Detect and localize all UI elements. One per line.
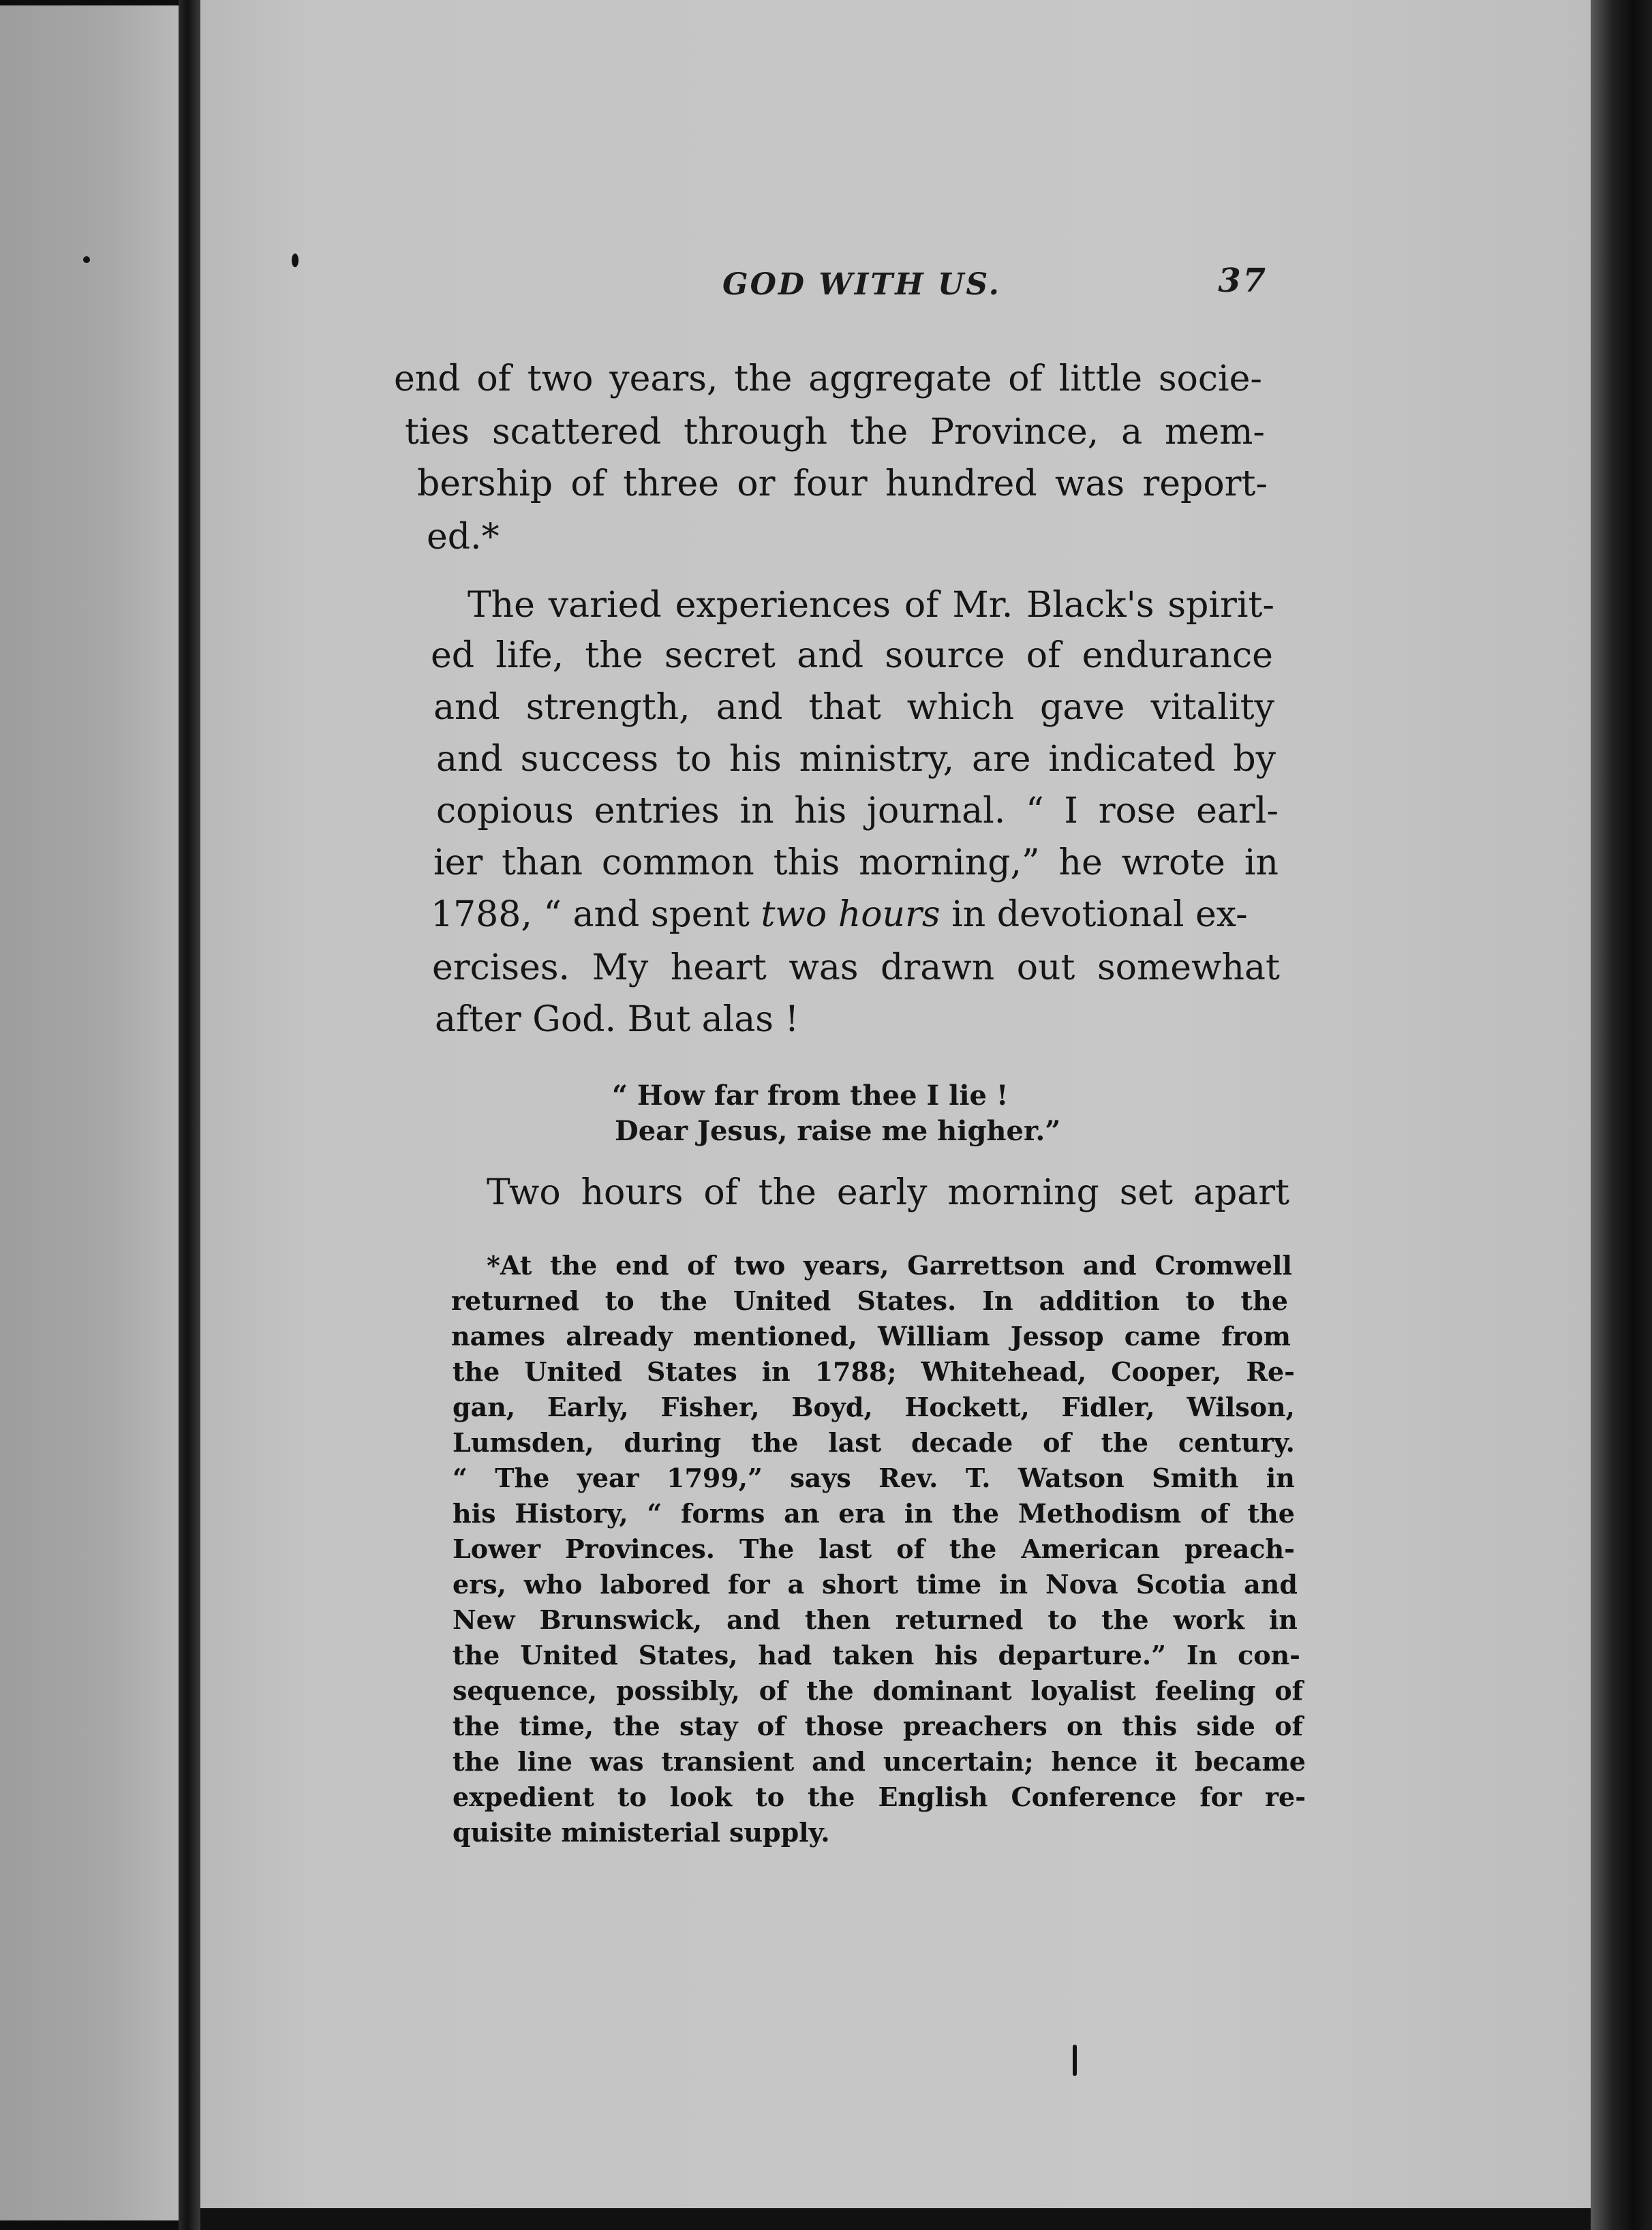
footnote-line: the United States, had taken his departure.” In con- bbox=[453, 1640, 1300, 1670]
left-page bbox=[0, 5, 179, 2220]
footnote-line: returned to the United States. In addition to the bbox=[451, 1285, 1288, 1316]
footnote-line: ers, who labored for a short time in Nova Scotia and bbox=[453, 1569, 1298, 1600]
body-line: and strength, and that which gave vitality bbox=[433, 687, 1274, 728]
body-line: ties scattered through the Province, a mem- bbox=[405, 412, 1265, 453]
ink-speck bbox=[1073, 2045, 1077, 2076]
footnote-line: the United States in 1788; Whitehead, Cooper, Re- bbox=[453, 1356, 1295, 1387]
footnote-line: the line was transient and uncertain; hence it became bbox=[453, 1746, 1306, 1777]
page-bottom-edge bbox=[200, 2208, 1591, 2230]
footnote-line: Lumsden, during the last decade of the century. bbox=[453, 1427, 1295, 1458]
body-line: Two hours of the early morning set apart bbox=[487, 1172, 1289, 1213]
body-line: 1788, “ and spent two hours in devotional ex- bbox=[431, 894, 1248, 935]
book-gutter bbox=[179, 0, 200, 2230]
body-line: The varied experiences of Mr. Black's spirit- bbox=[468, 585, 1274, 626]
page-number: 37 bbox=[1218, 262, 1268, 300]
running-head-title: GOD WITH US. bbox=[722, 267, 1001, 302]
footnote-line: quisite ministerial supply. bbox=[453, 1817, 830, 1848]
footnote-line: names already mentioned, William Jessop came from bbox=[451, 1321, 1291, 1351]
footnote-line: New Brunswick, and then returned to the work in bbox=[453, 1604, 1298, 1635]
verse-line: Dear Jesus, raise me higher.” bbox=[615, 1115, 1061, 1147]
body-line: ed.* bbox=[427, 517, 500, 558]
body-line: and success to his ministry, are indicated by bbox=[436, 739, 1276, 780]
running-head bbox=[722, 262, 1268, 315]
verse-line: “ How far from thee I lie ! bbox=[612, 1080, 1009, 1112]
footnote-line: sequence, possibly, of the dominant loyalist feeling of bbox=[453, 1675, 1303, 1706]
body-line: ercises. My heart was drawn out somewhat bbox=[432, 947, 1280, 988]
footnote-line: “ The year 1799,” says Rev. T. Watson Smith in bbox=[453, 1463, 1295, 1493]
page-edge bbox=[1591, 0, 1652, 2230]
ink-speck bbox=[292, 254, 299, 267]
body-line: ed life, the secret and source of endurance bbox=[431, 635, 1273, 676]
footnote-line: Lower Provinces. The last of the American preach- bbox=[453, 1533, 1295, 1564]
footnote-line: gan, Early, Fisher, Boyd, Hockett, Fidler, Wilson, bbox=[453, 1392, 1295, 1422]
emphasis-two-hours: two hours bbox=[761, 894, 940, 935]
body-line: end of two years, the aggregate of little socie- bbox=[394, 358, 1262, 399]
body-line: after God. But alas ! bbox=[435, 999, 799, 1040]
ink-speck bbox=[83, 256, 90, 263]
footnote-line: his History, “ forms an era in the Methodism of the bbox=[453, 1498, 1295, 1529]
footnote-line: the time, the stay of those preachers on this side of bbox=[453, 1711, 1303, 1741]
footnote-line: expedient to look to the English Conference for re- bbox=[453, 1782, 1306, 1812]
body-line: bership of three or four hundred was report- bbox=[417, 463, 1268, 504]
body-line: ier than common this morning,” he wrote in bbox=[433, 842, 1279, 883]
footnote-line: *At the end of two years, Garrettson and Cromwell bbox=[487, 1250, 1292, 1281]
body-line: copious entries in his journal. “ I rose earl- bbox=[436, 791, 1279, 831]
